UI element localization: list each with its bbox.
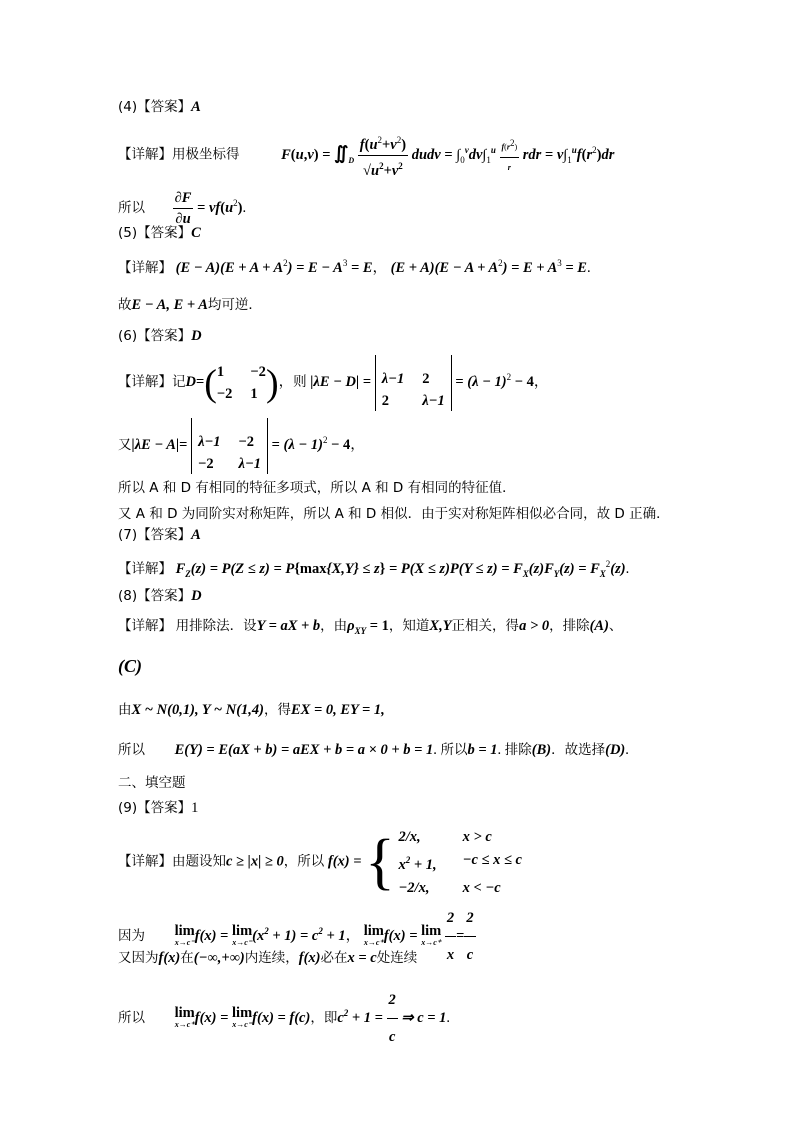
q8-so-line: 所以 E(Y) = E(aX + b) = aEX + b = a × 0 + b = 1. 所以b = 1. 排除(B)．故选择(D).: [118, 742, 629, 758]
so2-text: 所以: [440, 742, 468, 758]
q8-t3: ，知道: [388, 618, 430, 634]
q8-t1: 用排除法．设: [175, 618, 257, 634]
q6-line3: 所以 A 和 D 有相同的特征多项式，所以 A 和 D 有相同的特征值．: [118, 480, 516, 496]
q8-t5: ，排除: [549, 618, 590, 634]
by-text: 由: [118, 702, 132, 718]
det-1: λ−1 2 2 λ−1: [375, 355, 452, 411]
q9-so-line: 所以 lim x→c⁺ f(x) = lim x→c⁻ f(x) = f(c)，即$c^2 + 1$ = $\frac{2}{c}$ ⇒ c = 1.: [118, 982, 450, 1055]
answer-label: (8)【答案】: [118, 588, 192, 604]
q8-t2: ，由: [320, 618, 348, 634]
q6-detail-line: 【详解】记D=( 1 −2 −2 1 )，则 |λE − D| = λ−1 2 2 λ−1 = $(\lambda - 1)^2 - 4$，: [118, 353, 548, 411]
answer-value: A: [191, 99, 201, 115]
matrices: E − A, E + A: [131, 297, 208, 313]
q8-option-c: (C): [118, 656, 142, 676]
so-text: 所以: [118, 742, 145, 758]
answer-label: (9)【答案】: [118, 800, 192, 816]
matrix-D: ( 1 −2 −2 1 ): [204, 362, 279, 405]
so-label: 所以: [118, 199, 145, 216]
q6-also-line: 又|λE − A|= λ−1 −2 −2 λ−1 = $(\lambda - 1)^2 - 4$，: [118, 416, 365, 474]
q8-t6: 、: [608, 618, 623, 634]
q9-also-line: 又因为f(x)在(−∞,+∞)内连续，f(x)必在x = c处连续: [118, 950, 418, 966]
hence-end: 均可逆．: [207, 297, 262, 313]
answer-value: 1: [191, 800, 199, 816]
q7-detail-line: [118, 554, 629, 584]
q5-hence-line: [118, 295, 262, 315]
q5-detail-line: [118, 253, 591, 278]
note-text: 记: [172, 373, 186, 390]
q9-detail-line: 【详解】由题设知c ≥ |x| ≥ 0，所以 f(x) = { 2/x, x > c $x^2 + 1$, −c ≤ x ≤ c −2/x, x < −c: [118, 826, 522, 899]
detail-label: 【详解】: [118, 853, 172, 870]
q8-detail-line: 【详解】 用排除法．设Y = aX + b，由$\rho_{XY} = 1$，知道X,Y正相关，得a > 0，排除(A)、: [118, 618, 623, 636]
answer-value: A: [191, 527, 201, 543]
detail-text: 用极坐标得: [172, 146, 240, 163]
must-text: 必在: [320, 950, 348, 966]
q4-detail-line: [118, 130, 614, 181]
q8-answer-line: [118, 586, 202, 606]
q6-line4: 又 A 和 D 为同阶实对称矩阵，所以 A 和 D 相似．由于实对称矩阵相似必合同，故 D 正确．: [118, 506, 670, 522]
answer-label: (7)【答案】: [118, 527, 192, 543]
answer-value: D: [191, 328, 202, 344]
cont-at-text: 处连续: [376, 950, 418, 966]
detail-label: 【详解】: [118, 259, 172, 276]
answer-label: (4)【答案】: [118, 99, 192, 115]
q8-t4: 正相关，得: [451, 618, 520, 634]
also-text: 又: [118, 436, 132, 453]
exclude-text: 排除: [504, 742, 532, 758]
q9-t2: ，所以: [283, 853, 325, 870]
q7-answer-line: [118, 525, 201, 545]
in-text: 在: [180, 950, 194, 966]
answer-value: D: [191, 588, 202, 604]
choose-text: ．故选择: [551, 742, 606, 758]
q5-formula: $(E - A)(E + A + A^2) = E - A^3 = E$， $(E + A)(E - A + A^2) = E + A^3 = E$.: [175, 258, 591, 276]
q4-answer-line: [118, 97, 201, 117]
q6-answer-line: [118, 326, 202, 346]
detail-label: 【详解】: [118, 618, 172, 634]
q9-because-line: 因为 lim x→c⁻ f(x) = lim x→c⁻ $(x^2 + 1) = c^2 + 1$， lim x→c⁺ f(x) = lim x→c⁺ $\frac{2}{x}$ = $\frac{2}{c}$: [118, 900, 476, 973]
hence-text: 故: [118, 297, 132, 313]
detail-label: 【详解】: [118, 373, 172, 390]
detail-label: 【详解】: [118, 146, 172, 163]
then-text: 则: [293, 373, 307, 390]
q7-formula: $F_Z(z) = P(Z \le z) = P\{\max\{X,Y\} \le z\} = P(X \le z)P(Y \le z) = F_X(z)F_Y(z) = F_X^2(z)$.: [175, 559, 630, 579]
q5-answer-line: [118, 223, 201, 243]
partial-derivative: $\frac{\partial F}{\partial u}$ = $vf(u^2)$.: [174, 190, 247, 227]
also-because-text: 又因为: [118, 950, 159, 966]
cont-text: 内连续，: [244, 950, 299, 966]
q9-answer-line: [118, 798, 198, 818]
detail-label: 【详解】: [118, 560, 172, 577]
det-2: λ−1 −2 −2 λ−1: [191, 418, 268, 474]
piecewise-function: 2/x, x > c $x^2 + 1$, −c ≤ x ≤ c −2/x, x < −c: [398, 829, 522, 896]
q8-by-line: 由X ~ N(0,1), Y ~ N(1,4)，得EX = 0, EY = 1,: [118, 702, 385, 718]
because-text: 因为: [118, 927, 145, 944]
get-text: ，得: [264, 702, 292, 718]
answer-label: (5)【答案】: [118, 225, 192, 241]
answer-label: (6)【答案】: [118, 328, 192, 344]
so-text: 所以: [118, 1009, 145, 1026]
section-title: 二、填空题: [118, 775, 186, 791]
answer-value: C: [191, 225, 201, 241]
ie-text: ，即: [310, 1009, 338, 1026]
q4-formula: $F(u,v) = ∬_D$ $\frac{f(u^2+v^2)}{√u^2+v^2}$ dudv = $\int_0^vdv\int_1^u$ $\frac{f(r^2)}{r}$ rdr = $v\int_1^uf(r^2)dr$: [281, 147, 614, 163]
q9-t1: 由题设知: [172, 853, 226, 870]
